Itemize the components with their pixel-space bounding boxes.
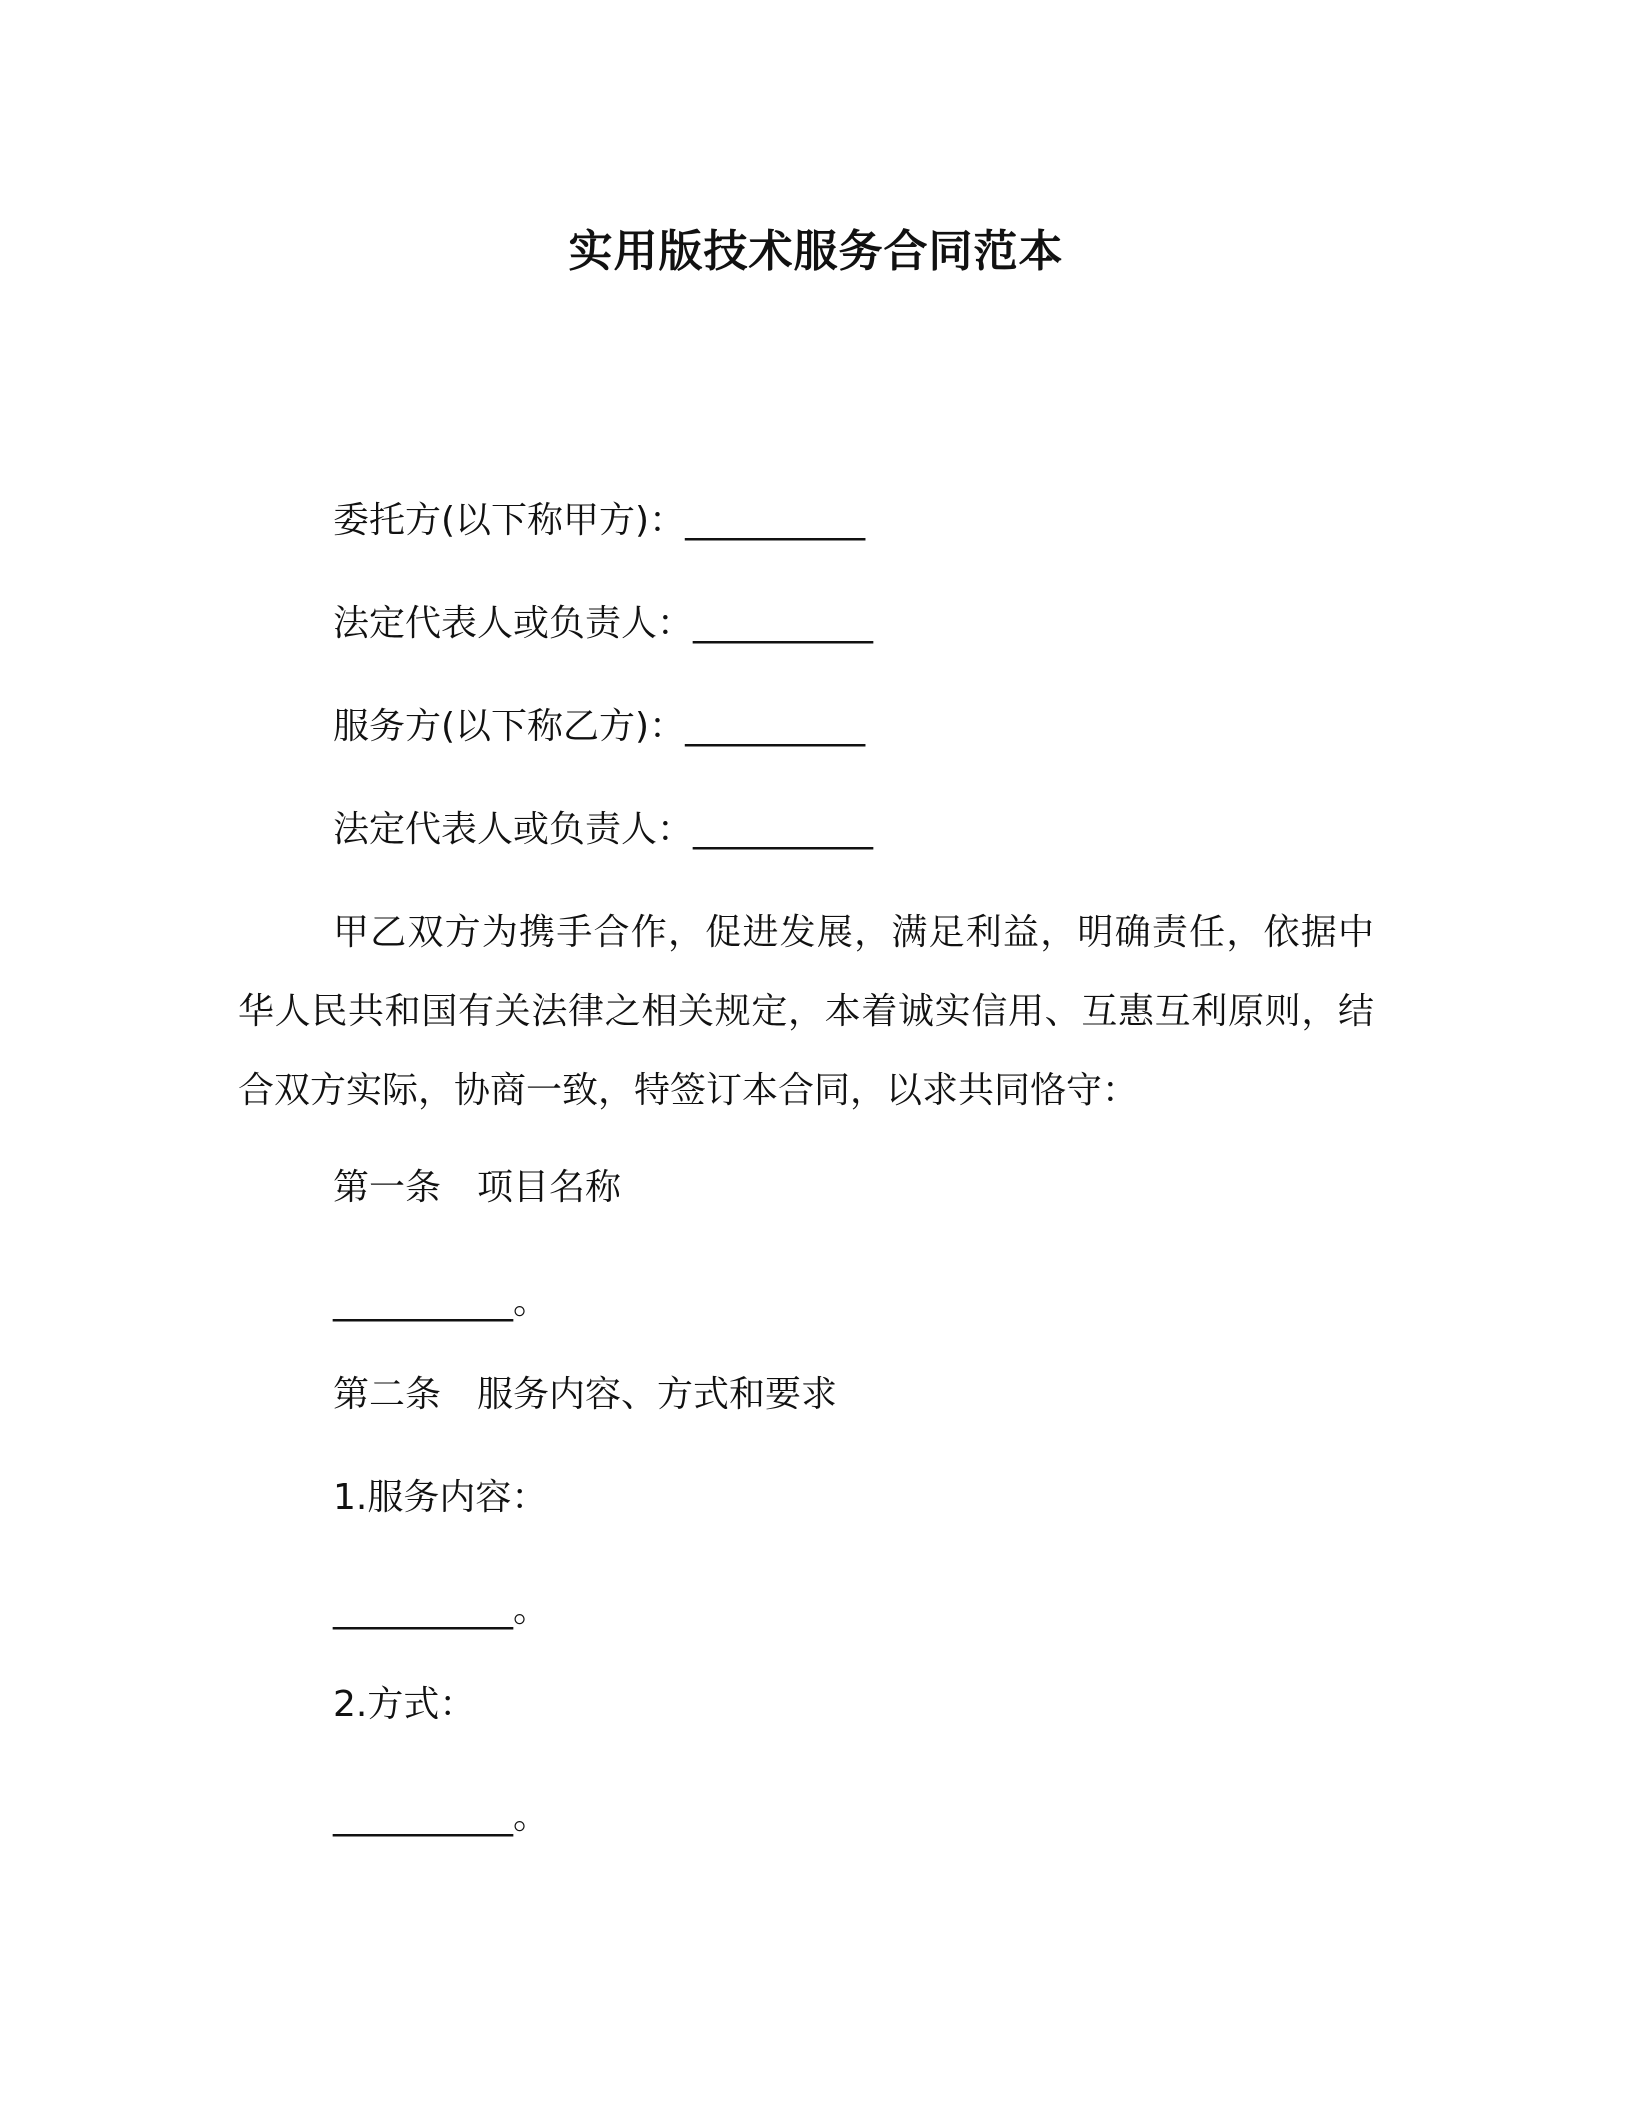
article-1-number: 第一条 [333, 1167, 442, 1208]
party-a-line: 委托方(以下称甲方)：__________ [333, 500, 866, 541]
article-2-item-2-blank: __________。 [333, 1796, 550, 1837]
article-1-blank: __________。 [333, 1281, 550, 1322]
document-title: 实用版技术服务合同范本 [568, 226, 1064, 277]
party-b-line: 服务方(以下称乙方)：__________ [333, 706, 866, 747]
article-1-heading [333, 1163, 621, 1213]
article-2-item-2-label: 2.方式： [333, 1684, 476, 1725]
preamble-paragraph: 甲乙双方为携手合作，促进发展，满足利益，明确责任，依据中华人民共和国有关法律之相关规定，本着诚实信用、互惠互利原则，结合双方实际，协商一致，特签订本合同，以求共同恪守： [238, 912, 1374, 1111]
article-2-heading [333, 1370, 837, 1420]
article-1-title: 项目名称 [477, 1167, 622, 1208]
party-b-representative-line: 法定代表人或负责人：__________ [333, 809, 874, 850]
article-2-item-1-label: 1.服务内容： [333, 1477, 548, 1518]
article-2-number: 第二条 [333, 1374, 442, 1415]
article-2-title: 服务内容、方式和要求 [477, 1374, 838, 1415]
article-2-item-1-blank: __________。 [333, 1589, 550, 1630]
party-a-representative-line: 法定代表人或负责人：__________ [333, 603, 874, 644]
